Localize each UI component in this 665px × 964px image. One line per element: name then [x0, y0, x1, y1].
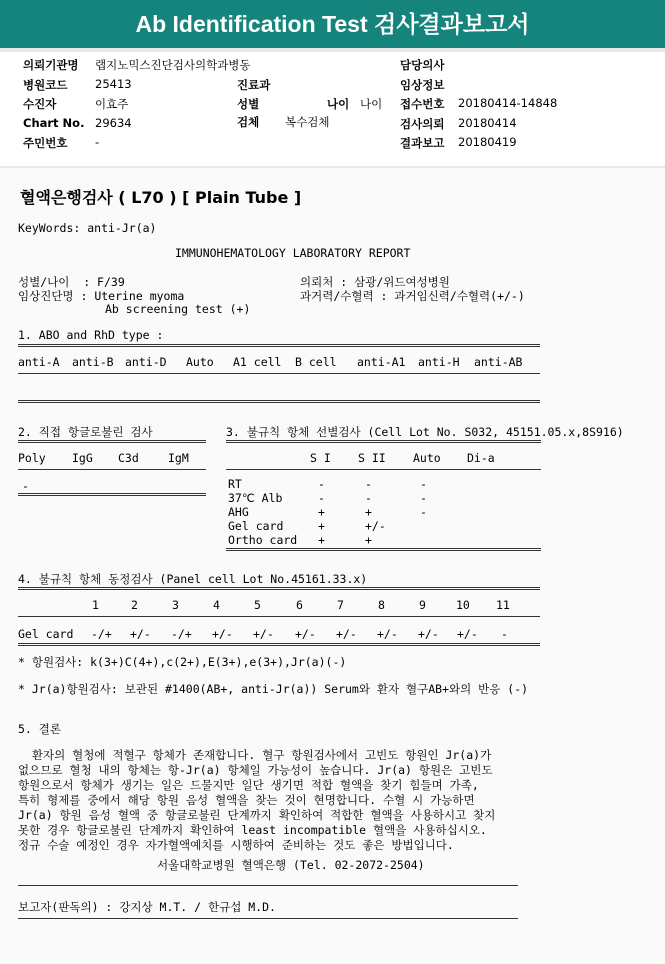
- divider: [18, 643, 540, 646]
- conclusion-line: 없으므로 혈청 내의 항체는 항-Jr(a) 항체일 가능성이 높습니다. Jr(a) 항원은 고빈도: [18, 763, 493, 777]
- chart-label: Chart No.: [23, 116, 85, 130]
- report-title: Ab Identification Test 검사결과보고서: [0, 0, 665, 48]
- panel-result-6: +/-: [295, 627, 316, 641]
- conclusion-line: 정규 수술 예정인 경우 자가혈액예치를 시행하여 준비하는 것도 좋은 방법입니다.: [18, 838, 454, 852]
- panel-result-1: -/+: [91, 627, 112, 641]
- abo-header-1: anti-B: [72, 355, 114, 369]
- section-3-title: 3. 불규칙 항체 선별검사 (Cell Lot No. S032, 45151.05.x,8S916): [226, 425, 624, 439]
- keywords: KeyWords: anti-Jr(a): [18, 221, 157, 235]
- screen-cell: -: [365, 477, 372, 491]
- reporter: 보고자(판독의) : 강지상 M.T. / 한규섭 M.D.: [18, 900, 276, 914]
- screen-cell: +: [318, 533, 325, 547]
- sex-label: 성별: [237, 97, 260, 111]
- panel-result-5: +/-: [253, 627, 274, 641]
- dept-label: 진료과: [237, 78, 271, 92]
- panel-result-11: -: [501, 627, 508, 641]
- screen-cell: +: [365, 533, 372, 547]
- screen-cell: -: [420, 491, 427, 505]
- code-label: 병원코드: [23, 78, 68, 92]
- divider: [18, 344, 540, 347]
- report-label: 결과보고: [400, 136, 445, 150]
- conclusion-line: 환자의 혈청에 적혈구 항체가 존재합니다. 혈구 항원검사에서 고빈도 항원인 Jr(a)가: [18, 748, 492, 762]
- panel-cell-6: 6: [296, 598, 303, 612]
- divider: [18, 918, 518, 919]
- panel-cell-10: 10: [456, 598, 470, 612]
- screen-cell: -: [318, 477, 325, 491]
- clinical-label: 임상정보: [400, 78, 445, 92]
- receipt-label: 접수번호: [400, 97, 445, 111]
- divider: [18, 440, 206, 443]
- blood-bank-contact: 서울대학교병원 혈액은행 (Tel. 02-2072-2504): [157, 858, 425, 872]
- sex-age: 성별/나이 : F/39: [18, 275, 125, 289]
- request-label: 검사의뢰: [400, 117, 445, 131]
- panel-cell-7: 7: [337, 598, 344, 612]
- specimen-label: 검체: [237, 115, 260, 129]
- conclusion-line: Jr(a) 항원 음성 혈액 중 항글로불린 단계까지 확인하여 적합한 혈액을 사용하시고 찾지: [18, 808, 496, 822]
- panel-result-10: +/-: [457, 627, 478, 641]
- divider: [18, 469, 206, 470]
- screen-header-auto: Auto: [413, 451, 441, 465]
- abo-header-0: anti-A: [18, 355, 60, 369]
- divider: [18, 616, 540, 617]
- age-value: 나이: [360, 97, 383, 111]
- dat-header-c3d: C3d: [118, 451, 139, 465]
- screen-row-label: Gel card: [228, 519, 284, 533]
- report-heading: 혈액은행검사 ( L70 ) [ Plain Tube ]: [20, 188, 302, 207]
- screening: Ab screening test (+): [105, 302, 251, 316]
- history: 과거력/수혈력 : 과거임신력/수혈력(+/-): [300, 289, 525, 303]
- clinic: 의뢰처 : 삼광/위드여성병원: [300, 275, 450, 289]
- report-value: 20180419: [458, 135, 517, 149]
- screen-row-label: AHG: [228, 505, 249, 519]
- id-label: 주민번호: [23, 136, 68, 150]
- dat-header-poly: Poly: [18, 451, 46, 465]
- abo-header-3: Auto: [186, 355, 214, 369]
- dat-result: -: [22, 479, 29, 493]
- panel-result-3: -/+: [171, 627, 192, 641]
- specimen-value: 복수검체: [285, 115, 330, 129]
- lab-title: IMMUNOHEMATOLOGY LABORATORY REPORT: [175, 246, 411, 260]
- section-4-title: 4. 불규칙 항체 동정검사 (Panel cell Lot No.45161.33.x): [18, 572, 368, 586]
- abo-header-2: anti-D: [125, 355, 167, 369]
- dat-header-igm: IgM: [168, 451, 189, 465]
- abo-header-4: A1 cell: [233, 355, 282, 369]
- divider: [18, 587, 540, 590]
- request-value: 20180414: [458, 116, 517, 130]
- conclusion-line: 특히 형제를 중에서 해당 항원 음성 혈액을 찾는 것이 현명합니다. 수혈 시 가능하면: [18, 793, 475, 807]
- divider: [18, 493, 206, 496]
- id-value: -: [95, 135, 100, 149]
- panel-cell-11: 11: [496, 598, 510, 612]
- age-label: 나이: [327, 97, 350, 111]
- patient-header: [0, 52, 665, 166]
- panel-result-7: +/-: [336, 627, 357, 641]
- screen-header-sii: S II: [358, 451, 386, 465]
- panel-cell-3: 3: [172, 598, 179, 612]
- collector-value: 이효주: [95, 97, 129, 111]
- screen-cell: -: [420, 505, 427, 519]
- collector-label: 수진자: [23, 97, 57, 111]
- panel-result-8: +/-: [377, 627, 398, 641]
- panel-cell-8: 8: [378, 598, 385, 612]
- doctor-label: 담당의사: [400, 58, 445, 72]
- hospital-value: 랩지노믹스진단검사의학과병동: [95, 58, 251, 72]
- screen-cell: -: [365, 491, 372, 505]
- diagnosis: 임상진단명 : Uterine myoma: [18, 289, 185, 303]
- panel-result-4: +/-: [212, 627, 233, 641]
- screen-cell: -: [420, 477, 427, 491]
- screen-row-label: Ortho card: [228, 533, 298, 547]
- abo-header-6: anti-A1: [357, 355, 406, 369]
- panel-cell-4: 4: [213, 598, 220, 612]
- divider: [18, 400, 540, 403]
- chart-value: 29634: [95, 116, 132, 130]
- panel-cell-5: 5: [254, 598, 261, 612]
- screen-cell: +: [318, 519, 325, 533]
- dat-header-igg: IgG: [72, 451, 93, 465]
- panel-result-2: +/-: [130, 627, 151, 641]
- code-value: 25413: [95, 77, 132, 91]
- lab-report-scan: [0, 168, 665, 964]
- abo-header-7: anti-H: [418, 355, 460, 369]
- abo-header-8: anti-AB: [474, 355, 523, 369]
- screen-row-label: 37℃ Alb: [228, 491, 283, 505]
- antigen-note: * 항원검사: k(3+)C(4+),c(2+),E(3+),e(3+),Jr(a)(-): [18, 655, 347, 669]
- panel-cell-9: 9: [419, 598, 426, 612]
- abo-header-5: B cell: [295, 355, 337, 369]
- jr-antigen-note: * Jr(a)항원검사: 보관된 #1400(AB+, anti-Jr(a)) Serum와 환자 혈구AB+와의 반응 (-): [18, 682, 529, 696]
- section-5-title: 5. 결론: [18, 722, 61, 736]
- divider: [226, 469, 541, 470]
- hospital-label: 의뢰기관명: [23, 58, 79, 72]
- divider: [226, 548, 541, 551]
- divider: [18, 373, 540, 374]
- receipt-value: 20180414-14848: [458, 96, 558, 110]
- screen-cell: -: [318, 491, 325, 505]
- section-2-title: 2. 직접 항글로불린 검사: [18, 425, 153, 439]
- screen-row-label: RT: [228, 477, 242, 491]
- panel-row-label: Gel card: [18, 627, 74, 641]
- divider: [226, 440, 541, 443]
- panel-result-9: +/-: [418, 627, 439, 641]
- panel-cell-2: 2: [131, 598, 138, 612]
- screen-cell: +: [365, 505, 372, 519]
- conclusion-line: 항원으로서 항체가 생기는 일은 드물지만 일단 생기면 적합 혈액을 찾기 힘들며 가족,: [18, 778, 479, 792]
- panel-cell-1: 1: [92, 598, 99, 612]
- screen-header-dia: Di-a: [467, 451, 495, 465]
- section-1-title: 1. ABO and RhD type :: [18, 328, 164, 342]
- screen-header-si: S I: [310, 451, 331, 465]
- screen-cell: +: [318, 505, 325, 519]
- screen-cell: +/-: [365, 519, 386, 533]
- divider: [18, 885, 518, 886]
- conclusion-line: 못한 경우 항글로불린 단계까지 확인하여 least incompatible 혈액을 사용하십시오.: [18, 823, 487, 837]
